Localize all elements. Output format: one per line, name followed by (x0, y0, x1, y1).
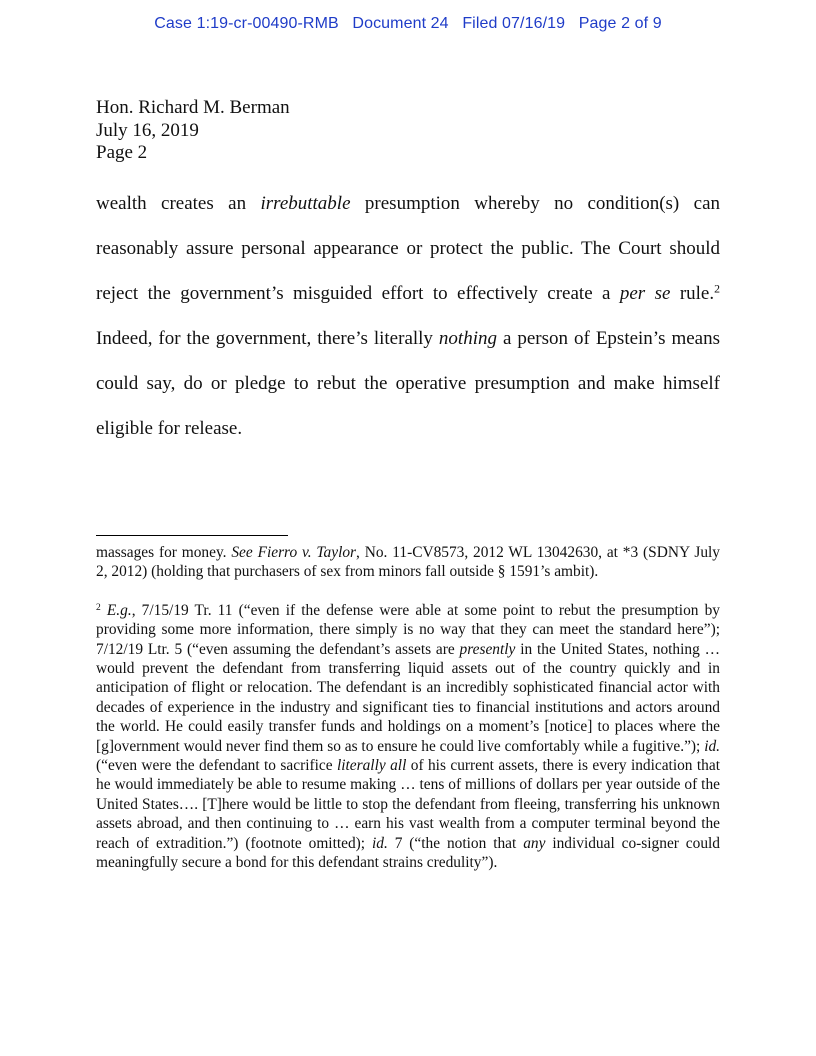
footnote-text-italic: See Fierro v. Taylor (231, 544, 357, 561)
court-filing-header: Case 1:19-cr-00490-RMB Document 24 Filed 07/16/19 Page 2 of 9 (154, 15, 662, 32)
footnote-text-italic: id. (704, 737, 721, 755)
footnote-number: 2 (96, 601, 101, 613)
body-paragraph (96, 181, 720, 451)
footnote-reference[interactable]: 2 (714, 282, 721, 296)
body-text-run: Indeed, for the government, there’s literally (96, 328, 439, 349)
footnote-text-italic: E.g. (106, 601, 132, 619)
addressee-name: Hon. Richard M. Berman (96, 97, 290, 118)
footnote-2 (96, 601, 720, 873)
footnote-divider (96, 535, 288, 536)
footnote-text-italic: presently (459, 640, 516, 658)
body-text-italic: irrebuttable (260, 193, 351, 214)
body-text-run: presumption whereby no condition(s) can reasonably assure personal appearance or protect the public. The Court should reject the government’s misguided effort to effectively create a (96, 193, 721, 304)
body-text-italic: per se (619, 283, 671, 304)
footnote-text-italic: id. (371, 834, 388, 852)
footnote-text-run: of his current assets, there is every indication that he would immediately be able to resume making … tens of millions of dollars per year outside of the United States…. [T]here would be little to stop the defendant from fleeing, transferring his unknown assets abroad, and then continuing to … earn his vast wealth from a computer terminal beyond the reach of extradition.”) (footnote omitted); (96, 757, 720, 852)
footnotes-section (96, 543, 720, 873)
letter-date: July 16, 2019 (96, 119, 199, 141)
body-text-italic: nothing (438, 328, 497, 349)
footnote-text-run: , 7/15/19 Tr. 11 (“even if the defense were able at some point to rebut the presumption by providing some more information, there simply is no way that they can meet the standard here”); 7/12/19 Ltr. 5 (“even assuming the defendant’s assets are (96, 601, 720, 658)
footnote-text-italic: literally all (336, 757, 407, 775)
footnote-text-run: massages for money. (96, 544, 232, 561)
footnote-text-run: (“even were the defendant to sacrifice (96, 757, 337, 775)
footnote-text-run: , No. 11-CV8573, 2012 WL 13042630, at *3 (SDNY July 2, 2012) (holding that purchasers of sex from minors fall outside § 1591’s ambit). (96, 544, 721, 581)
footnote-text-run: in the United States, nothing … would prevent the defendant from transferring liquid assets out of the country quickly and in anticipation of flight or relocation. The defendant is an incredibly sophisticated financial actor with decades of experience in the industry and significant ties to financial institutions and actors around the world. He could easily transfer funds and holdings on a moment’s [notice] to places where the [g]overnment would never find them so as to ensure he could live comfortably while a fugitive.”); (96, 640, 721, 755)
body-text-run: a person of Epstein’s means could say, do or pledge to rebut the operative presumption and make himself eligible for release. (96, 328, 720, 439)
footnote-text-run: individual co-signer could meaningfully secure a bond for this defendant strains credulity”). (96, 834, 720, 872)
letter-addressee-block (96, 97, 290, 165)
body-paragraph-text (96, 181, 720, 451)
footnote-text-run: 7 (“the notion that (387, 834, 524, 852)
page-label: Page 2 (96, 142, 148, 163)
footnote-continuation (96, 543, 720, 582)
body-text-run: wealth creates an (96, 193, 261, 214)
footnote-text-italic: any (523, 834, 546, 852)
body-text-run: rule. (670, 283, 715, 304)
